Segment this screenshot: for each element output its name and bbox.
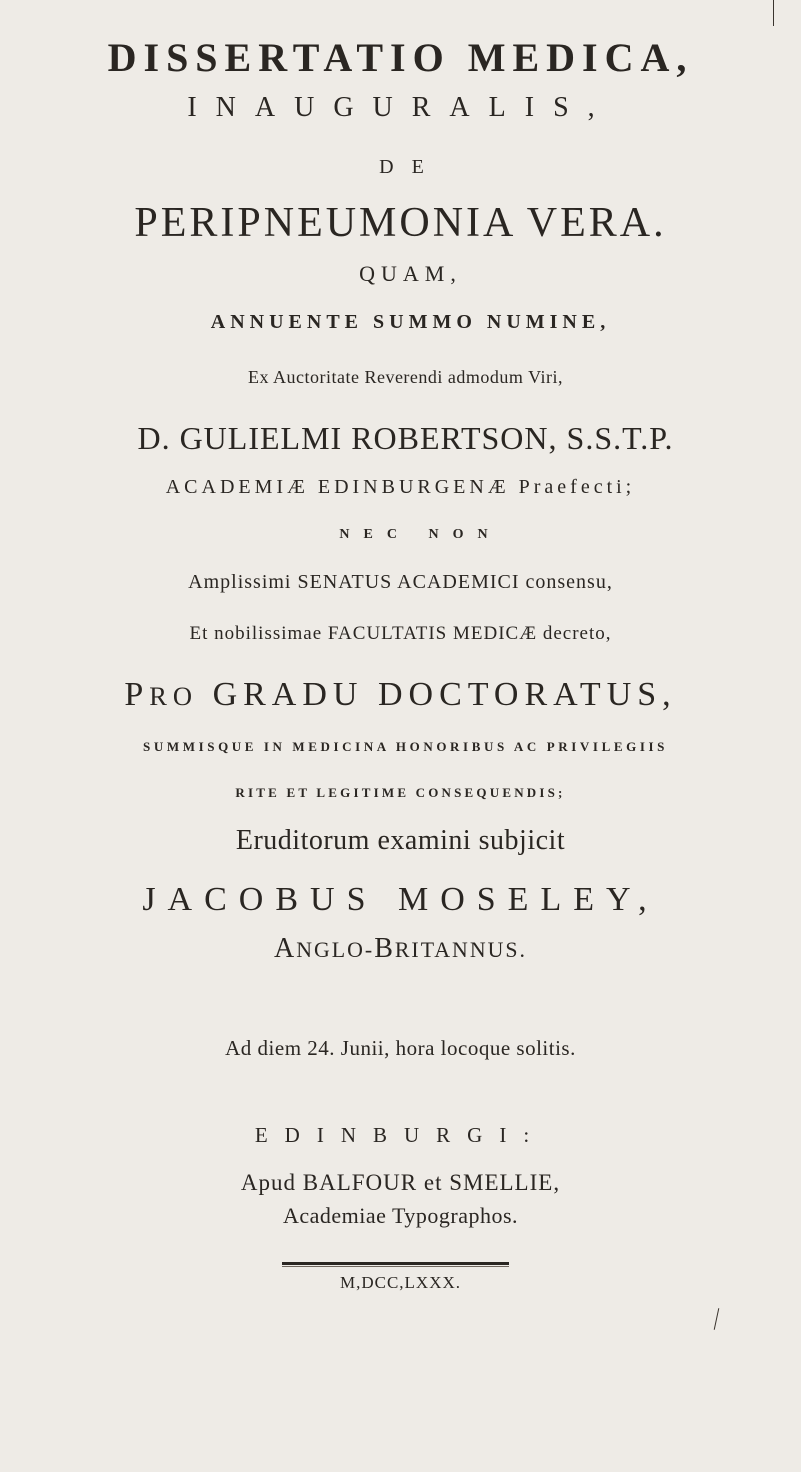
author-nationality — [0, 935, 801, 963]
nationality-smallcaps-2: RITANNUS. — [394, 938, 527, 962]
author-name: JACOBUS MOSELEY, — [142, 881, 659, 918]
pro-initial: P — [124, 676, 150, 713]
title-line-dissertatio: DISSERTATIO MEDICA, — [107, 35, 694, 80]
line-eruditorum: Eruditorum examini subjicit — [235, 825, 566, 856]
dissertation-subject: PERIPNEUMONIA VERA. — [134, 200, 667, 246]
line-rite: RITE ET LEGITIME CONSEQUENDIS; — [235, 785, 566, 800]
title-line-de: DE — [379, 156, 442, 178]
gradu-doctoratus: GRADU DOCTORATUS, — [198, 676, 677, 713]
imprint-rule — [282, 1262, 509, 1265]
imprint-city: EDINBURGI: — [254, 1123, 547, 1147]
pro-smallcaps: RO — [149, 681, 199, 711]
line-senatus: Amplissimi SENATUS ACADEMICI consensu, — [188, 571, 613, 593]
nationality-initial-a: A — [274, 933, 297, 964]
imprint-printer: Apud BALFOUR et SMELLIE, — [240, 1170, 561, 1195]
margin-mark — [714, 1308, 720, 1330]
line-nec-non: NEC NON — [339, 527, 502, 542]
nationality-initial-b: B — [374, 933, 395, 964]
title-line-inauguralis: INAUGURALIS, — [187, 92, 614, 123]
line-pro-gradu — [0, 678, 801, 712]
imprint-year: M,DCC,LXXX. — [339, 1273, 462, 1292]
line-summisque: SUMMISQUE IN MEDICINA HONORIBUS AC PRIVILEGIIS — [143, 739, 668, 754]
corner-mark — [773, 0, 774, 26]
line-academia: ACADEMIÆ EDINBURGENÆ Praefecti; — [165, 476, 636, 498]
line-annuente: ANNUENTE SUMMO NUMINE, — [210, 311, 611, 333]
imprint-rule-thin — [282, 1266, 509, 1267]
defence-date: Ad diem 24. Junii, hora locoque solitis. — [225, 1036, 576, 1060]
line-auctoritate: Ex Auctoritate Reverendi admodum Viri, — [247, 367, 563, 387]
line-quam: QUAM, — [359, 261, 462, 286]
line-facultas: Et nobilissimae FACULTATIS MEDICÆ decreto, — [189, 623, 612, 644]
imprint-printer-title: Academiae Typographos. — [282, 1203, 519, 1228]
nationality-smallcaps-1: NGLO- — [296, 938, 375, 962]
principal-name: D. GULIELMI ROBERTSON, S.S.T.P. — [137, 420, 674, 456]
